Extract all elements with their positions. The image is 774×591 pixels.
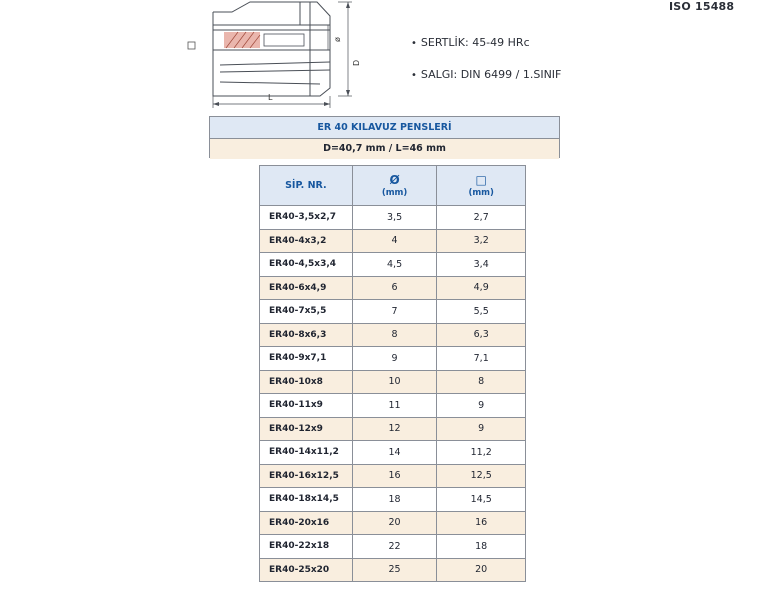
table-row [260, 253, 526, 277]
cell-diameter: 6 [352, 276, 437, 300]
cell-diameter: 22 [352, 535, 437, 559]
diameter-symbol-icon: Ø [389, 172, 400, 187]
cell-square: 20 [437, 558, 526, 582]
cell-square: 5,5 [437, 300, 526, 324]
cell-diameter: 14 [352, 441, 437, 465]
dim-d-label: ø [333, 37, 342, 42]
spec-hardness-text: SERTLİK: 45-49 HRc [420, 36, 530, 49]
bullet-icon: • [411, 70, 417, 81]
table-row [260, 488, 526, 512]
cell-code: ER40-16x12,5 [260, 464, 353, 488]
cell-code: ER40-12x9 [260, 417, 353, 441]
spec-list [411, 36, 561, 100]
table-row [260, 347, 526, 371]
table-row [260, 394, 526, 418]
table-row [260, 558, 526, 582]
table-row [260, 370, 526, 394]
cell-square: 11,2 [437, 441, 526, 465]
square-unit: (mm) [468, 187, 494, 198]
table-row [260, 323, 526, 347]
cell-code: ER40-9x7,1 [260, 347, 353, 371]
header-square [437, 166, 526, 206]
cell-square: 7,1 [437, 347, 526, 371]
spec-runout-text: SALGI: DIN 6499 / 1.SINIF [420, 68, 562, 81]
table-title-box [209, 116, 560, 158]
cell-square: 4,9 [437, 276, 526, 300]
cell-code: ER40-6x4,9 [260, 276, 353, 300]
square-symbol-icon: □ [475, 172, 487, 187]
table-row [260, 535, 526, 559]
table-row [260, 300, 526, 324]
diameter-unit: (mm) [381, 187, 408, 198]
cell-code: ER40-4x3,2 [260, 229, 353, 253]
standard-label: ISO 15488 [669, 0, 735, 13]
cell-square: 2,7 [437, 206, 526, 230]
cell-square: 6,3 [437, 323, 526, 347]
cell-diameter: 4 [352, 229, 437, 253]
cell-square: 9 [437, 417, 526, 441]
cell-diameter: 9 [352, 347, 437, 371]
table-row [260, 417, 526, 441]
cell-square: 8 [437, 370, 526, 394]
cell-square: 3,4 [437, 253, 526, 277]
cell-code: ER40-8x6,3 [260, 323, 353, 347]
collet-table [259, 165, 526, 582]
table-subtitle: D=40,7 mm / L=46 mm [210, 139, 559, 159]
cell-square: 16 [437, 511, 526, 535]
table-header-row [260, 166, 526, 206]
table-row [260, 511, 526, 535]
cell-code: ER40-25x20 [260, 558, 353, 582]
cell-square: 18 [437, 535, 526, 559]
cell-square: 9 [437, 394, 526, 418]
cell-code: ER40-18x14,5 [260, 488, 353, 512]
cell-diameter: 20 [352, 511, 437, 535]
cell-code: ER40-4,5x3,4 [260, 253, 353, 277]
table-row [260, 206, 526, 230]
table-row [260, 441, 526, 465]
cell-code: ER40-22x18 [260, 535, 353, 559]
cell-diameter: 7 [352, 300, 437, 324]
cell-code: ER40-7x5,5 [260, 300, 353, 324]
table-row [260, 276, 526, 300]
cell-diameter: 11 [352, 394, 437, 418]
cell-square: 12,5 [437, 464, 526, 488]
cell-diameter: 18 [352, 488, 437, 512]
spec-runout [411, 68, 561, 100]
table-row [260, 229, 526, 253]
header-diameter [352, 166, 437, 206]
bullet-icon: • [411, 38, 417, 49]
table-row [260, 464, 526, 488]
cell-code: ER40-10x8 [260, 370, 353, 394]
cell-square: 3,2 [437, 229, 526, 253]
spec-hardness [411, 36, 561, 68]
cell-code: ER40-20x16 [260, 511, 353, 535]
cell-square: 14,5 [437, 488, 526, 512]
cell-diameter: 25 [352, 558, 437, 582]
cell-diameter: 16 [352, 464, 437, 488]
cell-diameter: 3,5 [352, 206, 437, 230]
cell-code: ER40-14x11,2 [260, 441, 353, 465]
cell-diameter: 12 [352, 417, 437, 441]
dim-L-label: L [268, 93, 273, 102]
cell-code: ER40-3,5x2,7 [260, 206, 353, 230]
cell-diameter: 10 [352, 370, 437, 394]
dim-D-label: D [352, 59, 361, 66]
table-title: ER 40 KILAVUZ PENSLERİ [210, 117, 559, 139]
square-symbol-icon [188, 42, 195, 49]
header-code: SİP. NR. [260, 166, 353, 206]
collet-technical-drawing [180, 0, 380, 112]
cell-diameter: 4,5 [352, 253, 437, 277]
cell-diameter: 8 [352, 323, 437, 347]
cell-code: ER40-11x9 [260, 394, 353, 418]
